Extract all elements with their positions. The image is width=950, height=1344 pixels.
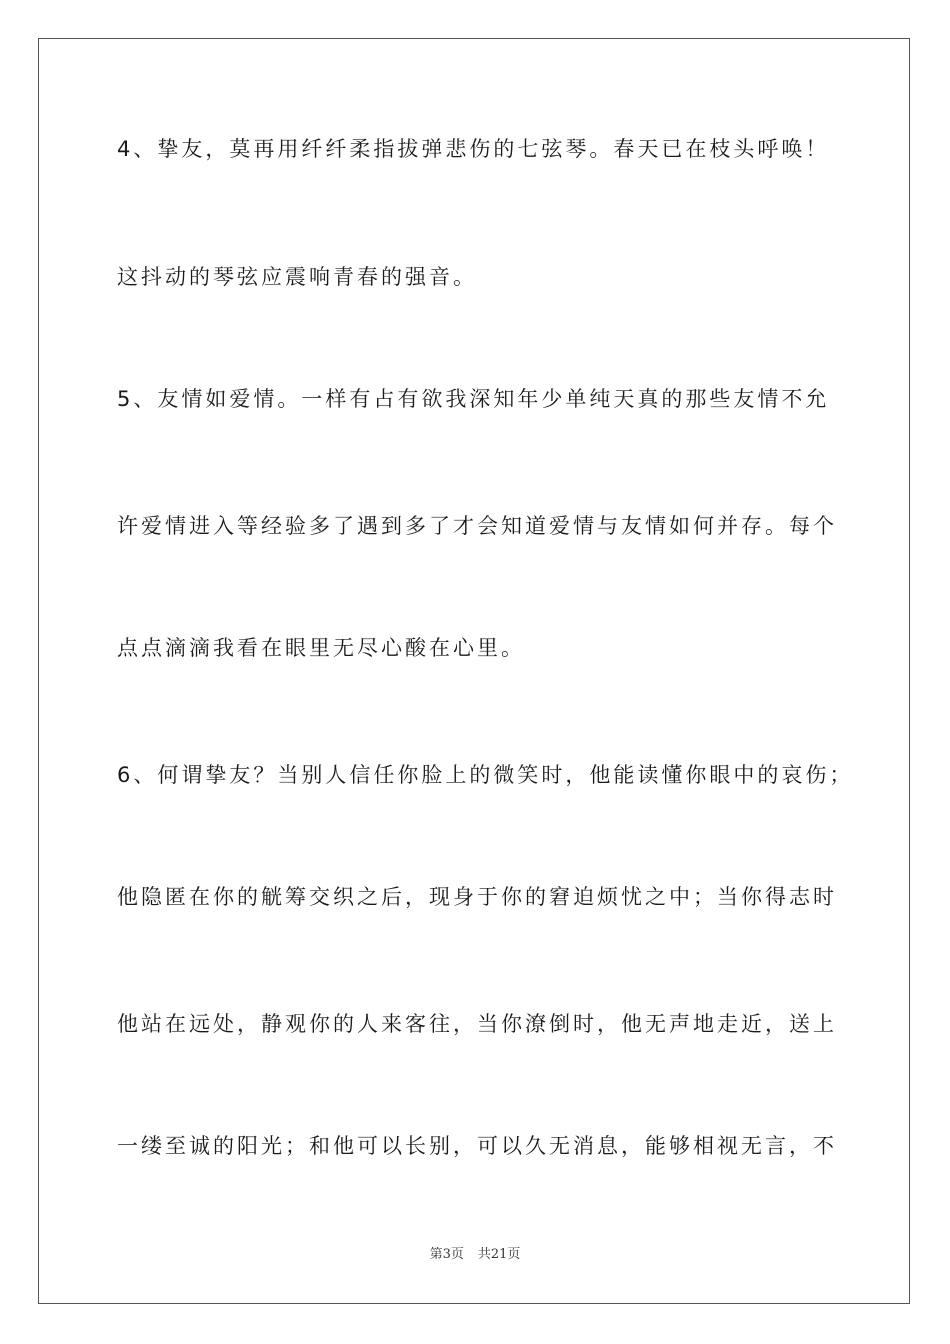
text-line-9: 一缕至诚的阳光；和他可以长别，可以久无消息，能够相视无言，不 <box>117 1134 837 1158</box>
text-line-7: 他隐匿在你的觥筹交织之后，现身于你的窘迫烦忧之中；当你得志时 <box>117 885 837 909</box>
text-line-8: 他站在远处，静观你的人来客往，当你潦倒时，他无声地走近，送上 <box>117 1012 837 1036</box>
page-number: 第3页 <box>429 1247 464 1262</box>
text-line-5: 点点滴滴我看在眼里无尽心酸在心里。 <box>117 636 525 660</box>
page-border <box>38 38 910 1304</box>
text-line-2: 这抖动的琴弦应震响青春的强音。 <box>117 265 477 289</box>
text-line-6: 6、何谓挚友？当别人信任你脸上的微笑时，他能读懂你眼中的哀伤； <box>117 763 854 787</box>
text-line-1: 4、挚友，莫再用纤纤柔指拔弹悲伤的七弦琴。春天已在枝头呼唤！ <box>117 137 830 161</box>
text-line-4: 许爱情进入等经验多了遇到多了才会知道爱情与友情如何并存。每个 <box>117 514 837 538</box>
text-line-3: 5、友情如爱情。一样有占有欲我深知年少单纯天真的那些友情不允 <box>117 387 830 411</box>
page-total: 共21页 <box>477 1247 521 1262</box>
page-footer <box>0 1246 950 1264</box>
